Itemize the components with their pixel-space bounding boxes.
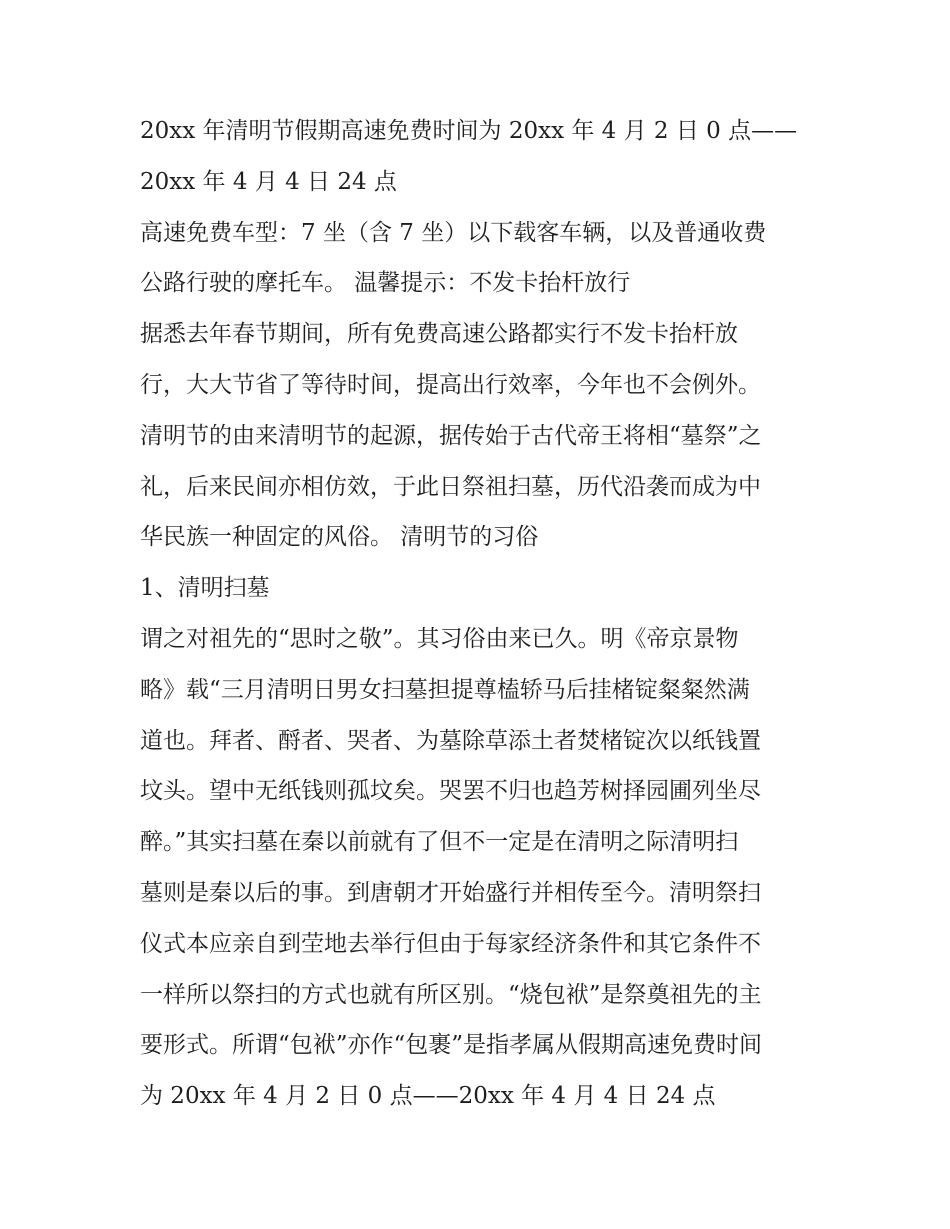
text-line: 要形式。所谓“包袱”亦作“包裹”是指孝属从假期高速免费时间: [140, 1032, 763, 1059]
text-line: 坟头。望中无纸钱则孤坟矣。哭罢不归也趋芳树择园圃列坐尽: [140, 778, 761, 805]
text-line: 一样所以祭扫的方式也就有所区别。“烧包袱”是祭奠祖先的主: [140, 981, 762, 1008]
document-body: [140, 106, 812, 1122]
text-line: 为 20xx 年 4 月 2 日 0 点——20xx 年 4 月 4 日 24 点: [140, 1083, 716, 1110]
text-line: 20xx 年清明节假期高速免费时间为 20xx 年 4 月 2 日 0 点——: [140, 118, 798, 144]
text-line: 道也。拜者、酹者、哭者、为墓除草添土者焚楮锭次以纸钱置: [140, 727, 761, 754]
text-line: 清明节的由来清明节的起源，据传始于古代帝王将相“墓祭”之: [140, 422, 762, 449]
section-heading: 1、清明扫墓: [140, 575, 270, 602]
text-line: 华民族一种固定的风俗。 清明节的习俗: [140, 524, 539, 551]
text-line: 行，大大节省了等待时间，提高出行效率，今年也不会例外。: [140, 371, 761, 398]
text-line: 据悉去年春节期间，所有免费高速公路都实行不发卡抬杆放: [140, 321, 738, 348]
text-line: 公路行驶的摩托车。 温馨提示：不发卡抬杆放行: [140, 270, 631, 297]
text-line: 略》载“三月清明日男女扫墓担提尊榼轿马后挂楮锭粲粲然满: [140, 676, 750, 703]
text-line: 醉。”其实扫墓在秦以前就有了但不一定是在清明之际清明扫: [140, 829, 739, 856]
text-line: 高速免费车型：7 坐（含 7 坐）以下载客车辆，以及普通收费: [140, 219, 767, 246]
text-line: 20xx 年 4 月 4 日 24 点: [140, 168, 397, 195]
text-line: 墓则是秦以后的事。到唐朝才开始盛行并相传至今。清明祭扫: [140, 879, 761, 906]
text-line: 谓之对祖先的“思时之敬”。其习俗由来已久。明《帝京景物: [140, 625, 739, 652]
text-line: 礼，后来民间亦相仿效，于此日祭祖扫墓，历代沿袭而成为中: [140, 473, 761, 500]
text-line: 仪式本应亲自到茔地去举行但由于每家经济条件和其它条件不: [140, 930, 761, 957]
